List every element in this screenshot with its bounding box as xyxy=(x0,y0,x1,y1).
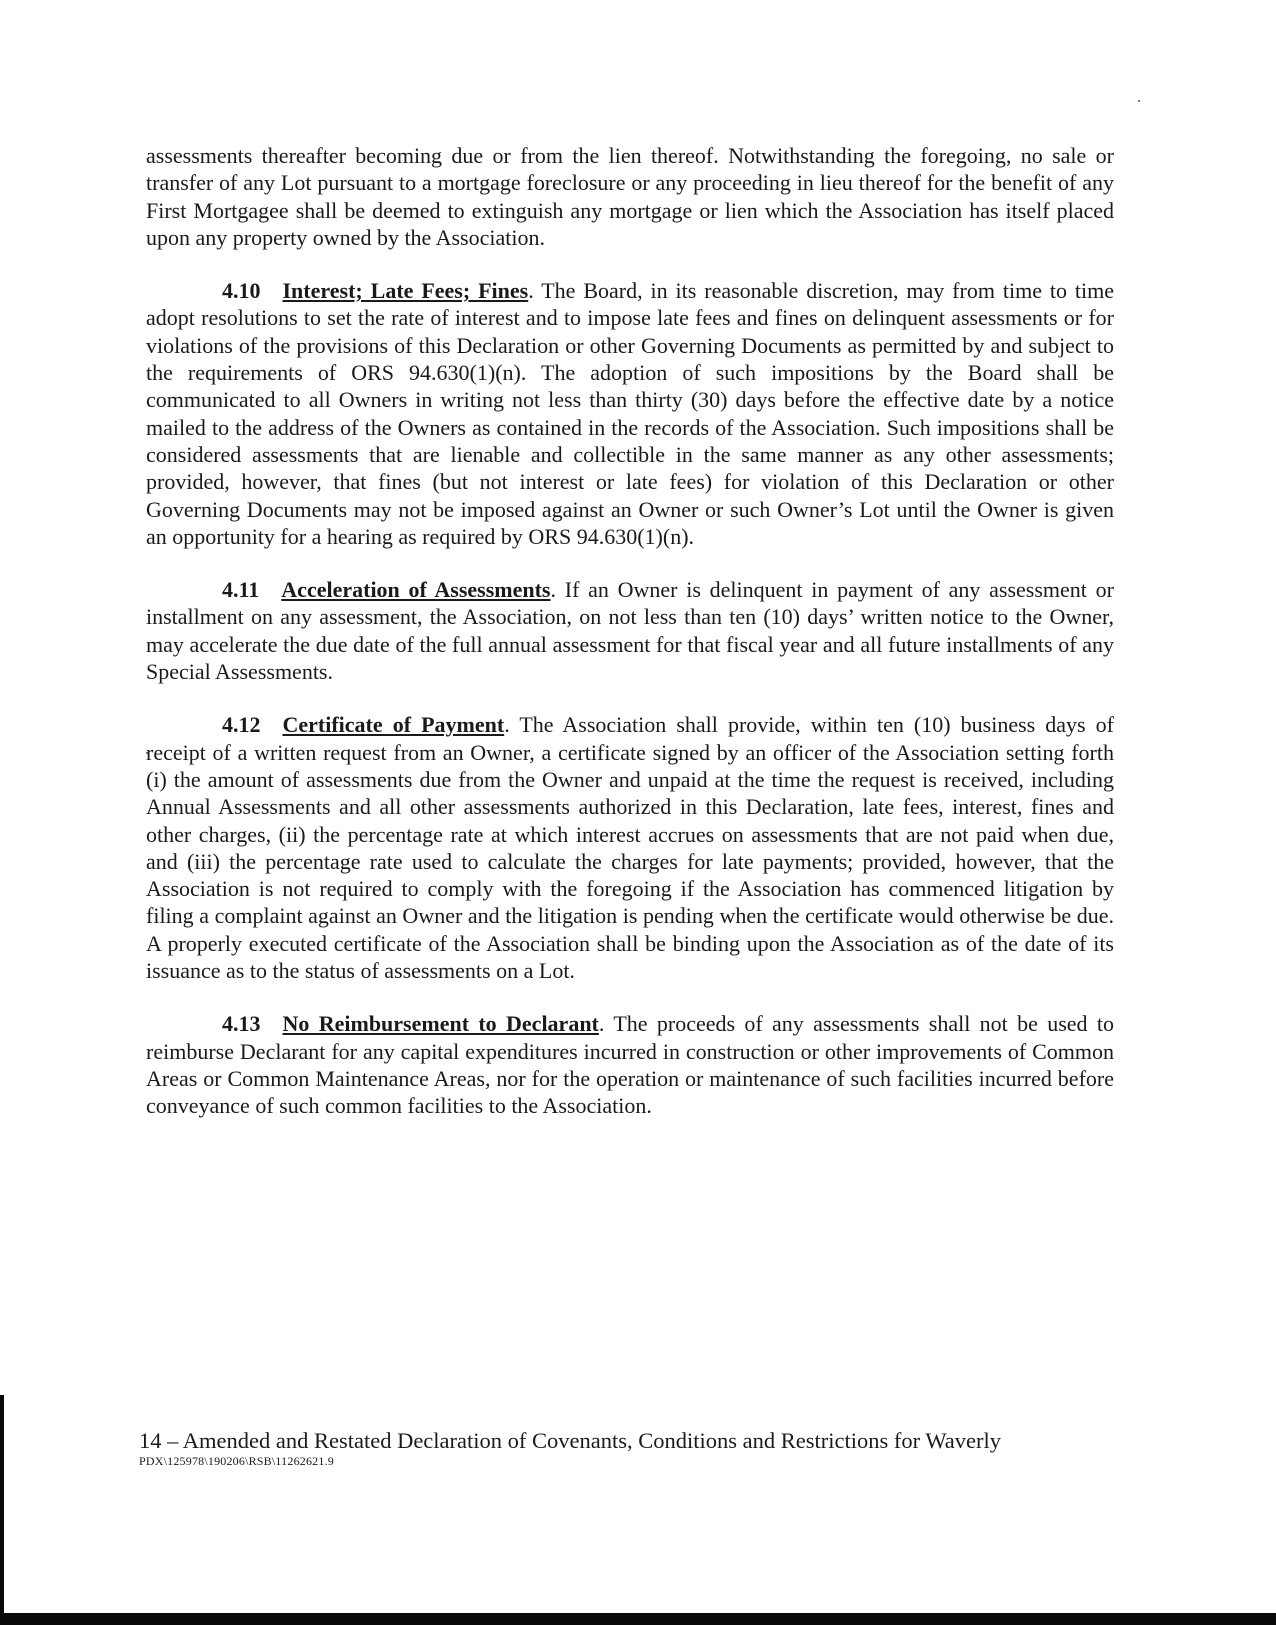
footer-page-title: 14 – Amended and Restated Declaration of Covenants, Conditions and Restrictions for Waverly xyxy=(139,1428,1001,1453)
section-text: . The Board, in its reasonable discretion, may from time to time adopt resolutions to set the rate of interest and to impose late fees and fines on delinquent assessments or for violations of the provisions of this Declaration or other Governing Documents as permitted by and subject to the requirements of ORS 94.630(1)(n). The adoption of such impositions by the Board shall be communicated to all Owners in writing not less than thirty (30) days before the effective date by a notice mailed to the address of the Owners as contained in the records of the Association. Such impositions shall be considered assessments that are lienable and collectible in the same manner as any other assessments; provided, however, that fines (but not interest or late fees) for violation of this Declaration or other Governing Documents may not be imposed against an Owner or such Owner’s Lot until the Owner is given an opportunity for a hearing as required by ORS 94.630(1)(n). xyxy=(146,278,1114,549)
scan-speck xyxy=(1138,100,1140,102)
section-number: 4.13 xyxy=(222,1011,261,1037)
scan-edge-bottom xyxy=(0,1613,1276,1625)
section-text: . The proceeds of any assessments shall not be used to reimburse Declarant for any capital expenditures incurred in construction or other improvements of Common Areas or Common Maintenance Areas, nor for the operation or maintenance of such facilities incurred before conveyance of such common facilities to the Association. xyxy=(146,1011,1115,1119)
section-number: 4.12 xyxy=(222,712,261,738)
paragraph-continuation xyxy=(146,142,1114,251)
paragraph-text: assessments thereafter becoming due or from the lien thereof. Notwithstanding the foregoing, no sale or transfer of any Lot pursuant to a mortgage foreclosure or any proceeding in lieu thereof for the benefit of any First Mortgagee shall be deemed to extinguish any mortgage or lien which the Association has itself placed upon any property owned by the Association. xyxy=(146,143,1114,250)
section-title: Certificate of Payment xyxy=(282,712,505,738)
page-footer xyxy=(139,1428,1139,1468)
section-title: No Reimbursement to Declarant xyxy=(282,1011,599,1037)
section-number: 4.10 xyxy=(222,278,261,304)
section-title: Acceleration of Assessments xyxy=(281,577,551,603)
section-4-11 xyxy=(146,576,1114,685)
footer-document-id: PDX\125978\190206\RSB\11262621.9 xyxy=(139,1454,334,1468)
scan-edge-left xyxy=(0,1395,4,1625)
section-4-13 xyxy=(146,1010,1114,1119)
section-4-12 xyxy=(146,711,1114,984)
section-number: 4.11 xyxy=(222,577,260,603)
document-body xyxy=(146,142,1114,1146)
section-4-10 xyxy=(146,277,1114,550)
section-text: . If an Owner is delinquent in payment of any assessment or installment on any assessment, the Association, on not less than ten (10) days’ written notice to the Owner, may accelerate the due date of the full annual assessment for that fiscal year and all future installments of any Special Assessments. xyxy=(146,577,1114,685)
scan-edge-top xyxy=(0,0,1276,6)
section-text: . The Association shall provide, within ten (10) business days of receipt of a written request from an Owner, a certificate signed by an officer of the Association setting forth (i) the amount of assessments due from the Owner and unpaid at the time the request is received, including Annual Assessments and all other assessments authorized in this Declaration, late fees, interest, fines and other charges, (ii) the percentage rate at which interest accrues on assessments that are not paid when due, and (iii) the percentage rate used to calculate the charges for late payments; provided, however, that the Association is not required to comply with the foregoing if the Association has commenced litigation by filing a complaint against an Owner and the litigation is pending when the certificate would otherwise be due. A properly executed certificate of the Association shall be binding upon the Association as of the date of its issuance as to the status of assessments on a Lot. xyxy=(146,712,1114,984)
section-title: Interest; Late Fees; Fines xyxy=(282,278,529,304)
